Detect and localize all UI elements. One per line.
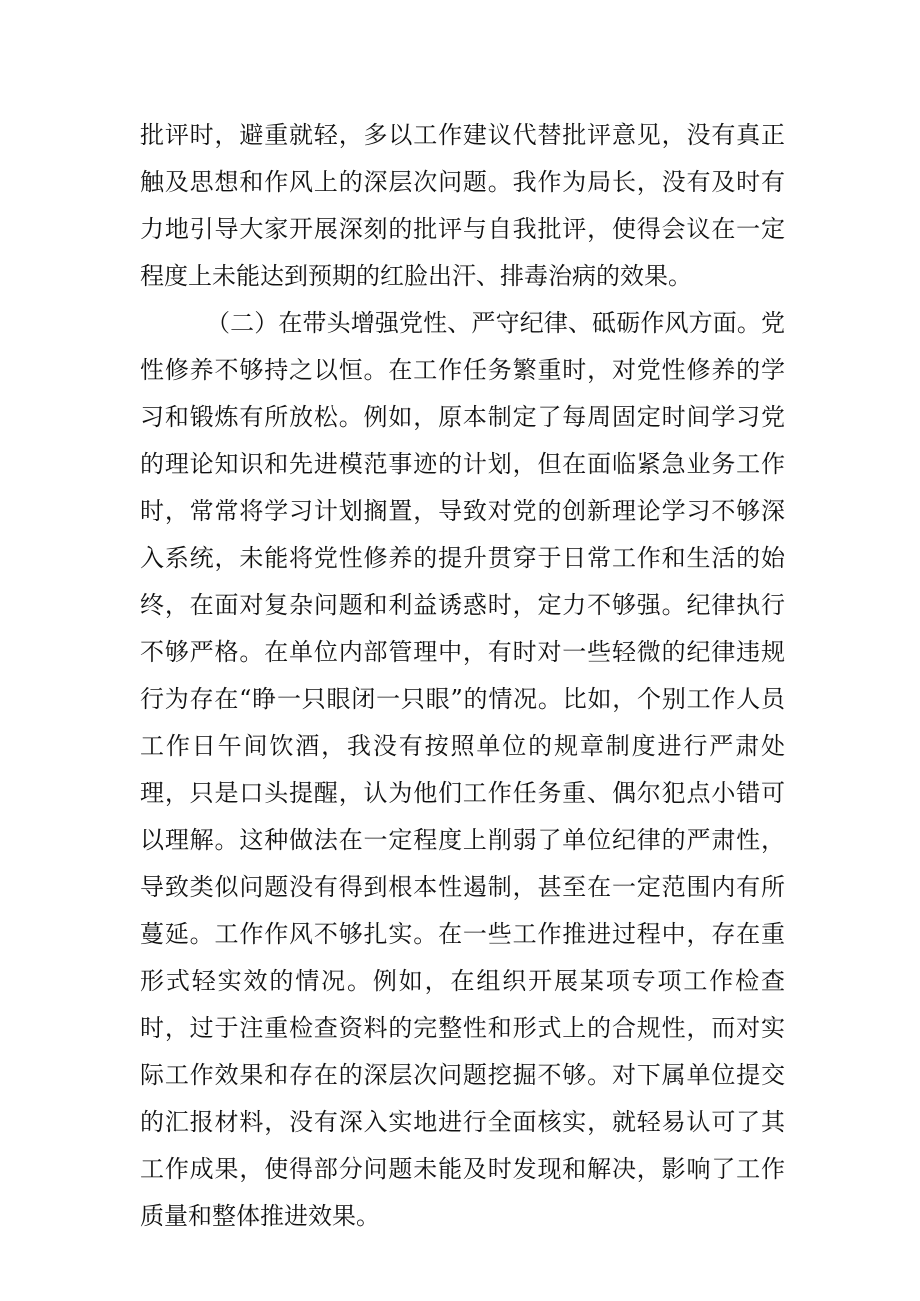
paragraph-section-two: （二）在带头增强党性、严守纪律、砥砺作风方面。党性修养不够持之以恒。在工作任务繁重时，对党性修养的学习和锻炼有所放松。例如，原本制定了每周固定时间学习党的理论知识和先进模范事迹的计划，但在面临紧急业务工作时，常常将学习计划搁置，导致对党的创新理论学习不够深入系统，未能将党性修养的提升贯穿于日常工作和生活的始终，在面对复杂问题和利益诱惑时，定力不够强。纪律执行不够严格。在单位内部管理中，有时对一些轻微的纪律违规行为存在“睁一只眼闭一只眼”的情况。比如，个别工作人员工作日午间饮酒，我没有按照单位的规章制度进行严肃处理，只是口头提醒，认为他们工作任务重、偶尔犯点小错可以理解。这种做法在一定程度上削弱了单位纪律的严肃性，导致类似问题没有得到根本性遏制，甚至在一定范围内有所蔓延。工作作风不够扎实。在一些工作推进过程中，存在重形式轻实效的情况。例如，在组织开展某项专项工作检查时，过于注重检查资料的完整性和形式上的合规性，而对实际工作效果和存在的深层次问题挖掘不够。对下属单位提交的汇报材料，没有深入实地进行全面核实，就轻易认可了其工作成果，使得部分问题未能及时发现和解决，影响了工作质量和整体推进效果。 <box>140 309 785 1230</box>
document-body <box>140 112 785 1240</box>
paragraph-continuation: 批评时，避重就轻，多以工作建议代替批评意见，没有真正触及思想和作风上的深层次问题。我作为局长，没有及时有力地引导大家开展深刻的批评与自我批评，使得会议在一定程度上未能达到预期的红脸出汗、排毒治病的效果。 <box>140 121 785 290</box>
